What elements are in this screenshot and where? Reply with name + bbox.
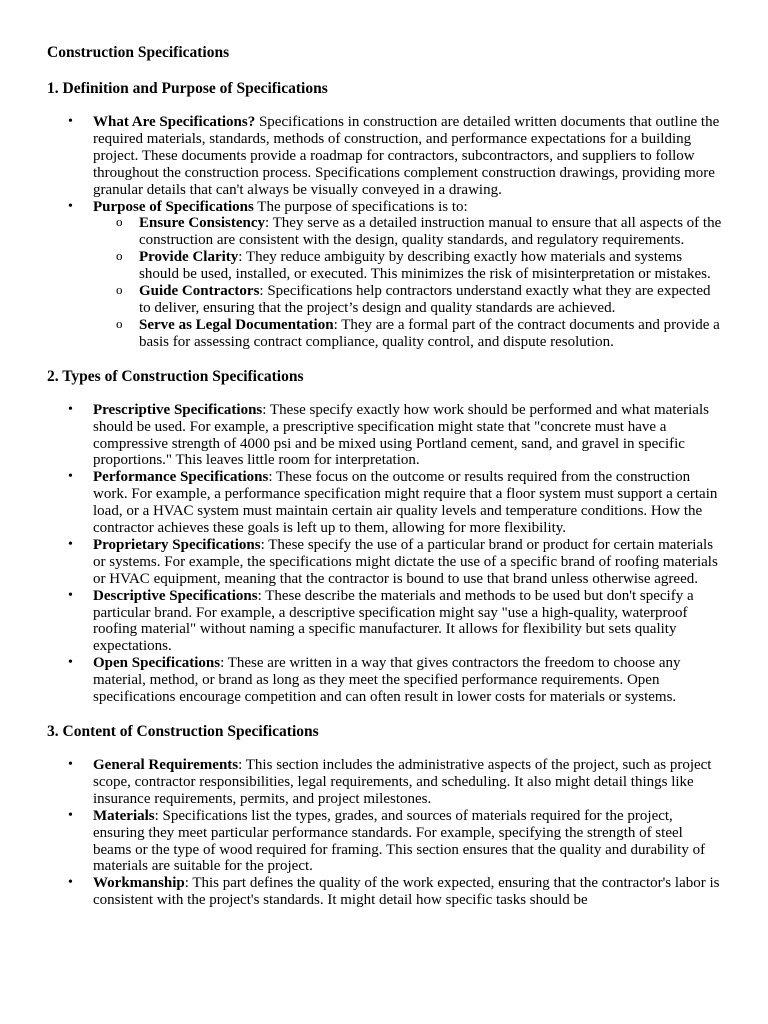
item-term: Materials (93, 807, 155, 824)
section-heading: 2. Types of Construction Specifications (47, 367, 304, 385)
section-heading: 1. Definition and Purpose of Specifications (47, 80, 328, 97)
item-term: Purpose of Specifications (93, 198, 254, 215)
section-heading: 3. Content of Construction Specifications (47, 723, 319, 740)
item-term: Descriptive Specifications (93, 587, 258, 604)
item-term: Workmanship (93, 875, 185, 892)
item-term: Serve as Legal Documentation (139, 316, 334, 333)
item-text: : This part defines the quality of the work expected, ensuring that the contractor's labor is consistent with the project's standards. It might detail how specific tasks should be (93, 875, 720, 909)
bullet-list (47, 757, 722, 909)
item-term: Guide Contractors (139, 283, 260, 300)
item-text: : They are a formal part of the contract documents and provide a basis for assessing contract compliance, quality control, and dispute resolution. (139, 316, 720, 350)
item-term: General Requirements (93, 757, 239, 773)
item-term: Ensure Consistency (139, 215, 265, 232)
list-item (93, 537, 722, 588)
sub-list (93, 215, 722, 350)
list-item (93, 114, 722, 199)
list-item (93, 199, 722, 351)
item-term: Proprietary Specifications (93, 536, 261, 553)
item-text: : This section includes the administrative aspects of the project, such as project scope, contractor responsibilities, legal requirements, and scheduling. It also might detail things like insurance requirements, permits, and project milestones. (93, 757, 712, 807)
document-title: Construction Specifications (47, 44, 230, 61)
item-term: Performance Specifications (93, 469, 269, 486)
item-text: : They serve as a detailed instruction manual to ensure that all aspects of the construction are consistent with the design, quality standards, and regulatory requirements. (139, 215, 722, 249)
item-text: : They reduce ambiguity by describing exactly how materials and systems should be used, installed, or executed. This minimizes the risk of misinterpretation or mistakes. (139, 249, 711, 283)
list-item (93, 808, 722, 876)
item-text: The purpose of specifications is to: (253, 198, 468, 215)
sub-list-item (139, 249, 722, 283)
item-text: : These are written in a way that gives contractors the freedom to choose any material, method, or brand as long as they meet the specified performance requirements. Open specifications encourage competition and can often result in lower costs for materials or systems. (93, 655, 681, 706)
item-term: Prescriptive Specifications (93, 401, 263, 418)
bullet-list (47, 402, 722, 706)
item-text: : These specify the use of a particular brand or product for certain materials or systems. For example, the specifications might dictate the use of a specific brand of roofing materials or HVAC equipment, meaning that the contractor is bound to use that brand unless otherwise agreed. (93, 536, 718, 587)
bullet-list (47, 114, 722, 351)
item-text: : These specify exactly how work should be performed and what materials should be used. For example, a prescriptive specification might state that "concrete must have a compressive strength of 4000 psi and be mixed using Portland cement, sand, and gravel in specific proportions." This leaves little room for interpretation. (93, 401, 709, 469)
list-item (93, 875, 722, 909)
item-text: : Specifications list the types, grades, and sources of materials required for the project, ensuring they meet particular performance standards. For example, specifying the strength of steel beams or the type of wood required for framing. This section ensures that the quality and durability of materials are suitable for the project. (93, 807, 706, 875)
list-item (93, 588, 722, 656)
item-text: Specifications in construction are detailed written documents that outline the required materials, standards, methods of construction, and performance expectations for a building project. These documents provide a roadmap for contractors, subcontractors, and suppliers to follow throughout the construction process. Specifications complement construction drawings, providing more granular details that can't always be visually conveyed in a drawing. (93, 114, 720, 198)
list-item (93, 757, 722, 808)
sub-list-item (139, 283, 722, 317)
list-item (93, 655, 722, 706)
item-text: : Specifications help contractors understand exactly what they are expected to deliver, ensuring that the project’s design and quality standards are achieved. (139, 283, 711, 316)
list-item (93, 402, 722, 470)
sub-list-item (139, 317, 722, 351)
item-text: : These focus on the outcome or results required from the construction work. For example, a performance specification might require that a floor system must support a certain load, or a HVAC system must maintain certain air quality levels and temperature conditions. How the contractor achieves these goals is left up to them, allowing for more flexibility. (93, 469, 718, 537)
item-term: Provide Clarity (139, 249, 239, 266)
item-text: : These describe the materials and methods to be used but don't specify a particular brand. For example, a descriptive specification might say "use a high-quality, waterproof roofing material" without naming a specific manufacturer. It allows for flexibility but sets quality expectations. (93, 587, 694, 655)
item-term: Open Specifications (93, 655, 221, 672)
item-term: What Are Specifications? (93, 114, 256, 130)
sub-list-item (139, 215, 722, 249)
list-item (93, 469, 722, 537)
